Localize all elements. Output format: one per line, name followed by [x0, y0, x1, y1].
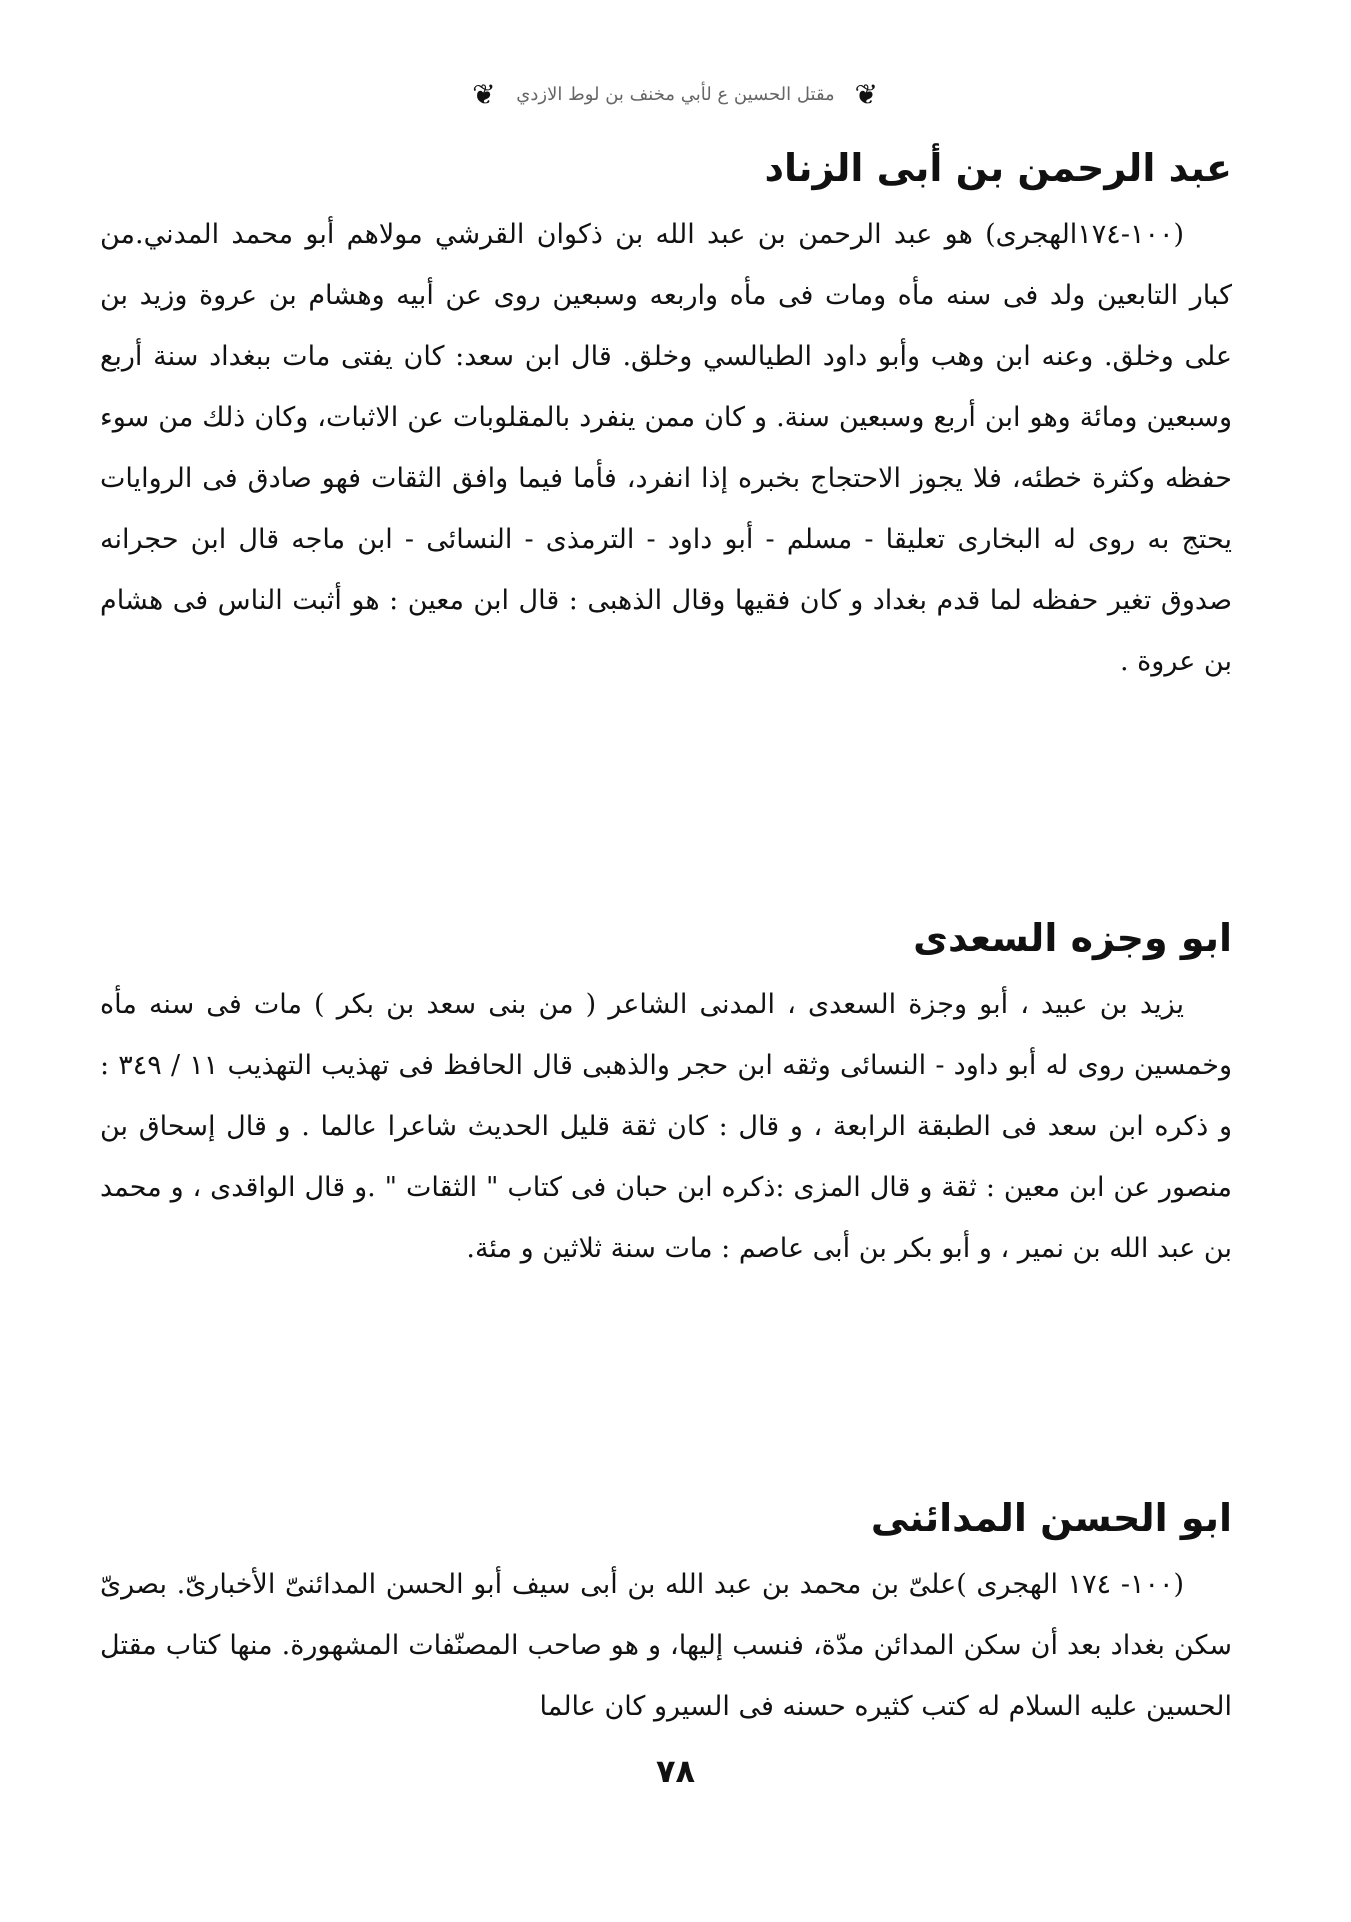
biography-section	[100, 908, 1232, 1279]
page-number: ٧٨	[655, 1752, 696, 1790]
section-body: (١٠٠- ١٧٤ الهجرى )علىّ بن محمد بن عبد الله بن أبى سيف أبو الحسن المدائنىّ الأخبارىّ. بصرىّ سكن بغداد بعد أن سكن المدائن مدّة، فنسب إليها، و هو صاحب المصنّفات المشهورة. منها كتاب مقتل الحسين عليه السلام له كتب كثيره حسنه فى السيرو كان عالما	[100, 1569, 1232, 1722]
ornament-icon: ❦	[472, 78, 497, 111]
section-body: يزيد بن عبيد ، أبو وجزة السعدى ، المدنى الشاعر ( من بنى سعد بن بكر ) مات فى سنه مأه وخمسين روى له أبو داود - النسائى وثقه ابن حجر والذهبى قال الحافظ فى تهذيب التهذيب ١١ / ٣٤٩ : و ذكره ابن سعد فى الطبقة الرابعة ، و قال : كان ثقة قليل الحديث شاعرا عالما . و قال إسحاق بن منصور عن ابن معين : ثقة و قال المزى :ذكره ابن حبان فى كتاب " الثقات " .و قال الواقدى ، و محمد بن عبد الله بن نمير ، و أبو بكر بن أبى عاصم : مات سنة ثلاثين و مئة.	[100, 989, 1232, 1264]
section-title: ابو الحسن المدائنى	[870, 1496, 1232, 1540]
section-title: ابو وجزه السعدى	[913, 916, 1232, 960]
section-title: عبد الرحمن بن أبى الزناد	[764, 146, 1232, 190]
ornament-icon: ❦	[854, 78, 879, 111]
running-header	[0, 78, 1351, 111]
biography-section	[100, 1488, 1232, 1737]
section-body: (١٠٠-١٧٤الهجرى) هو عبد الرحمن بن عبد الله بن ذكوان القرشي مولاهم أبو محمد المدني.من كبار التابعين ولد فى سنه مأه ومات فى مأه واربعه وسبعين روى عن أبيه وهشام بن عروة وزيد بن على وخلق. وعنه ابن وهب وأبو داود الطيالسي وخلق. قال ابن سعد: كان يفتى مات ببغداد سنة أربع وسبعين ومائة وهو ابن أربع وسبعين سنة. و كان ممن ينفرد بالمقلوبات عن الاثبات، وكان ذلك من سوء حفظه وكثرة خطئه، فلا يجوز الاحتجاج بخبره إذا انفرد، فأما فيما وافق الثقات فهو صادق فى الروايات يحتج به روى له البخارى تعليقا - مسلم - أبو داود - الترمذى - النسائى - ابن ماجه قال ابن حجرانه صدوق تغير حفظه لما قدم بغداد و كان فقيها وقال الذهبى : قال ابن معين : هو أثبت الناس فى هشام بن عروة .	[100, 219, 1232, 677]
running-header-text: مقتل الحسين ع لأبي مخنف بن لوط الازدي	[516, 84, 835, 105]
biography-section	[100, 138, 1232, 692]
